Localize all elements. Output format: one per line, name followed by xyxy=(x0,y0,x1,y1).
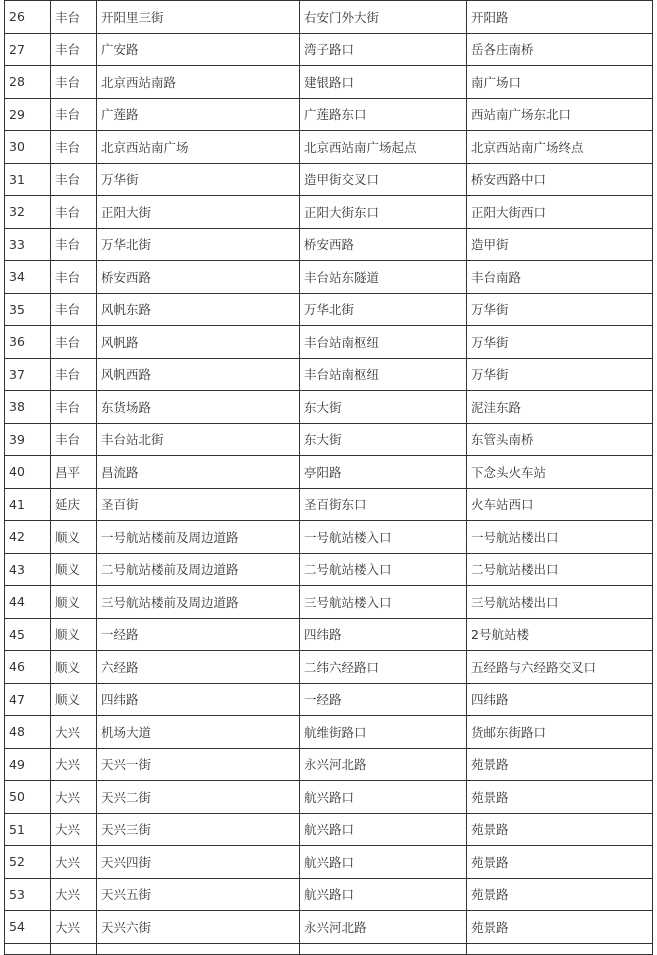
table-row xyxy=(5,846,653,879)
row-number: 44 xyxy=(5,586,51,619)
row-number: 28 xyxy=(5,66,51,99)
table-row xyxy=(5,651,653,684)
end-point-cell: 苑景路 xyxy=(467,781,653,814)
table-row xyxy=(5,456,653,489)
district-cell: 丰台 xyxy=(51,228,97,261)
row-number: 41 xyxy=(5,488,51,521)
row-number: 27 xyxy=(5,33,51,66)
end-point-cell: 西站南广场东北口 xyxy=(467,98,653,131)
row-number: 52 xyxy=(5,846,51,879)
start-point-cell: 亭阳路 xyxy=(300,456,467,489)
end-point-cell: 东管头南桥 xyxy=(467,423,653,456)
start-point-cell: 湾子路口 xyxy=(300,33,467,66)
district-cell: 顺义 xyxy=(51,651,97,684)
district-cell: 大兴 xyxy=(51,716,97,749)
row-number: 38 xyxy=(5,391,51,424)
row-number: 49 xyxy=(5,748,51,781)
end-point-cell: 五经路与六经路交叉口 xyxy=(467,651,653,684)
row-number: 42 xyxy=(5,521,51,554)
road-name-cell: 天兴五街 xyxy=(97,878,300,911)
road-name-cell: 正阳大街 xyxy=(97,196,300,229)
start-point-cell: 东大街 xyxy=(300,391,467,424)
empty-cell xyxy=(97,943,300,954)
end-point-cell: 苑景路 xyxy=(467,748,653,781)
start-point-cell: 圣百街东口 xyxy=(300,488,467,521)
road-name-cell: 广安路 xyxy=(97,33,300,66)
table-row xyxy=(5,423,653,456)
district-cell: 大兴 xyxy=(51,781,97,814)
district-cell: 延庆 xyxy=(51,488,97,521)
road-name-cell: 天兴六街 xyxy=(97,911,300,944)
row-number: 51 xyxy=(5,813,51,846)
road-name-cell: 三号航站楼前及周边道路 xyxy=(97,586,300,619)
empty-cell xyxy=(300,943,467,954)
road-name-cell: 一号航站楼前及周边道路 xyxy=(97,521,300,554)
road-name-cell: 桥安西路 xyxy=(97,261,300,294)
end-point-cell: 苑景路 xyxy=(467,878,653,911)
table-row xyxy=(5,261,653,294)
table-row xyxy=(5,488,653,521)
road-name-cell: 风帆东路 xyxy=(97,293,300,326)
district-cell: 顺义 xyxy=(51,553,97,586)
table-row xyxy=(5,618,653,651)
road-name-cell: 昌流路 xyxy=(97,456,300,489)
road-name-cell: 天兴一街 xyxy=(97,748,300,781)
start-point-cell: 建银路口 xyxy=(300,66,467,99)
row-number: 46 xyxy=(5,651,51,684)
road-name-cell: 北京西站南路 xyxy=(97,66,300,99)
district-cell: 昌平 xyxy=(51,456,97,489)
row-number: 53 xyxy=(5,878,51,911)
district-cell: 丰台 xyxy=(51,66,97,99)
row-number: 26 xyxy=(5,1,51,34)
road-name-cell: 天兴四街 xyxy=(97,846,300,879)
district-cell: 丰台 xyxy=(51,98,97,131)
end-point-cell: 造甲街 xyxy=(467,228,653,261)
start-point-cell: 航兴路口 xyxy=(300,846,467,879)
end-point-cell: 北京西站南广场终点 xyxy=(467,131,653,164)
table-row xyxy=(5,1,653,34)
start-point-cell: 右安门外大街 xyxy=(300,1,467,34)
start-point-cell: 三号航站楼入口 xyxy=(300,586,467,619)
row-number: 34 xyxy=(5,261,51,294)
district-cell: 大兴 xyxy=(51,748,97,781)
end-point-cell: 二号航站楼出口 xyxy=(467,553,653,586)
road-name-cell: 风帆西路 xyxy=(97,358,300,391)
row-number: 36 xyxy=(5,326,51,359)
district-cell: 顺义 xyxy=(51,683,97,716)
start-point-cell: 一经路 xyxy=(300,683,467,716)
row-number: 54 xyxy=(5,911,51,944)
row-number: 32 xyxy=(5,196,51,229)
road-name-cell: 机场大道 xyxy=(97,716,300,749)
table-row xyxy=(5,813,653,846)
district-cell: 丰台 xyxy=(51,33,97,66)
table-row xyxy=(5,196,653,229)
table-row xyxy=(5,326,653,359)
end-point-cell: 苑景路 xyxy=(467,813,653,846)
road-table-container xyxy=(4,0,652,955)
start-point-cell: 二号航站楼入口 xyxy=(300,553,467,586)
row-number: 37 xyxy=(5,358,51,391)
district-cell: 丰台 xyxy=(51,1,97,34)
table-row xyxy=(5,748,653,781)
road-name-cell: 风帆路 xyxy=(97,326,300,359)
start-point-cell: 北京西站南广场起点 xyxy=(300,131,467,164)
road-name-cell: 开阳里三街 xyxy=(97,1,300,34)
road-name-cell: 二号航站楼前及周边道路 xyxy=(97,553,300,586)
end-point-cell: 三号航站楼出口 xyxy=(467,586,653,619)
end-point-cell: 万华街 xyxy=(467,326,653,359)
end-point-cell: 正阳大街西口 xyxy=(467,196,653,229)
end-point-cell: 下念头火车站 xyxy=(467,456,653,489)
start-point-cell: 广莲路东口 xyxy=(300,98,467,131)
end-point-cell: 2号航站楼 xyxy=(467,618,653,651)
road-name-cell: 天兴三街 xyxy=(97,813,300,846)
table-row xyxy=(5,781,653,814)
district-cell: 丰台 xyxy=(51,261,97,294)
district-cell: 丰台 xyxy=(51,196,97,229)
row-number: 45 xyxy=(5,618,51,651)
end-point-cell: 开阳路 xyxy=(467,1,653,34)
start-point-cell: 四纬路 xyxy=(300,618,467,651)
table-row xyxy=(5,391,653,424)
start-point-cell: 航兴路口 xyxy=(300,878,467,911)
table-row xyxy=(5,131,653,164)
row-number: 30 xyxy=(5,131,51,164)
road-name-cell: 北京西站南广场 xyxy=(97,131,300,164)
road-name-cell: 六经路 xyxy=(97,651,300,684)
start-point-cell: 永兴河北路 xyxy=(300,911,467,944)
empty-cell xyxy=(5,943,51,954)
district-cell: 丰台 xyxy=(51,293,97,326)
district-cell: 大兴 xyxy=(51,911,97,944)
row-number: 48 xyxy=(5,716,51,749)
start-point-cell: 万华北街 xyxy=(300,293,467,326)
row-number: 31 xyxy=(5,163,51,196)
start-point-cell: 丰台站南枢纽 xyxy=(300,358,467,391)
district-cell: 大兴 xyxy=(51,878,97,911)
road-name-cell: 圣百街 xyxy=(97,488,300,521)
start-point-cell: 永兴河北路 xyxy=(300,748,467,781)
start-point-cell: 二纬六经路口 xyxy=(300,651,467,684)
start-point-cell: 东大街 xyxy=(300,423,467,456)
table-row xyxy=(5,911,653,944)
row-number: 39 xyxy=(5,423,51,456)
table-row xyxy=(5,33,653,66)
road-name-cell: 天兴二街 xyxy=(97,781,300,814)
start-point-cell: 丰台站南枢纽 xyxy=(300,326,467,359)
road-name-cell: 广莲路 xyxy=(97,98,300,131)
start-point-cell: 航维街路口 xyxy=(300,716,467,749)
table-row xyxy=(5,228,653,261)
start-point-cell: 丰台站东隧道 xyxy=(300,261,467,294)
table-row xyxy=(5,878,653,911)
start-point-cell: 正阳大街东口 xyxy=(300,196,467,229)
road-name-cell: 东货场路 xyxy=(97,391,300,424)
district-cell: 丰台 xyxy=(51,391,97,424)
row-number: 43 xyxy=(5,553,51,586)
table-row xyxy=(5,716,653,749)
end-point-cell: 火车站西口 xyxy=(467,488,653,521)
end-point-cell: 泥洼东路 xyxy=(467,391,653,424)
road-name-cell: 丰台站北街 xyxy=(97,423,300,456)
table-row xyxy=(5,553,653,586)
end-point-cell: 四纬路 xyxy=(467,683,653,716)
start-point-cell: 一号航站楼入口 xyxy=(300,521,467,554)
road-name-cell: 四纬路 xyxy=(97,683,300,716)
table-row xyxy=(5,521,653,554)
district-cell: 顺义 xyxy=(51,586,97,619)
road-name-cell: 一经路 xyxy=(97,618,300,651)
start-point-cell: 造甲街交叉口 xyxy=(300,163,467,196)
end-point-cell: 苑景路 xyxy=(467,911,653,944)
start-point-cell: 航兴路口 xyxy=(300,813,467,846)
empty-cell xyxy=(467,943,653,954)
road-table xyxy=(4,0,653,955)
district-cell: 丰台 xyxy=(51,131,97,164)
start-point-cell: 航兴路口 xyxy=(300,781,467,814)
row-number: 29 xyxy=(5,98,51,131)
row-number: 33 xyxy=(5,228,51,261)
district-cell: 丰台 xyxy=(51,358,97,391)
district-cell: 丰台 xyxy=(51,326,97,359)
end-point-cell: 货邮东街路口 xyxy=(467,716,653,749)
district-cell: 顺义 xyxy=(51,521,97,554)
row-number: 47 xyxy=(5,683,51,716)
table-row xyxy=(5,98,653,131)
table-body xyxy=(5,1,653,955)
district-cell: 丰台 xyxy=(51,163,97,196)
road-name-cell: 万华北街 xyxy=(97,228,300,261)
end-point-cell: 南广场口 xyxy=(467,66,653,99)
table-row xyxy=(5,293,653,326)
end-point-cell: 岳各庄南桥 xyxy=(467,33,653,66)
district-cell: 顺义 xyxy=(51,618,97,651)
end-point-cell: 桥安西路中口 xyxy=(467,163,653,196)
table-row xyxy=(5,586,653,619)
end-point-cell: 一号航站楼出口 xyxy=(467,521,653,554)
district-cell: 大兴 xyxy=(51,846,97,879)
table-row-partial xyxy=(5,943,653,954)
table-row xyxy=(5,66,653,99)
district-cell: 大兴 xyxy=(51,813,97,846)
road-name-cell: 万华街 xyxy=(97,163,300,196)
end-point-cell: 万华街 xyxy=(467,358,653,391)
district-cell: 丰台 xyxy=(51,423,97,456)
table-row xyxy=(5,683,653,716)
end-point-cell: 万华街 xyxy=(467,293,653,326)
start-point-cell: 桥安西路 xyxy=(300,228,467,261)
row-number: 35 xyxy=(5,293,51,326)
row-number: 50 xyxy=(5,781,51,814)
empty-cell xyxy=(51,943,97,954)
end-point-cell: 苑景路 xyxy=(467,846,653,879)
row-number: 40 xyxy=(5,456,51,489)
end-point-cell: 丰台南路 xyxy=(467,261,653,294)
table-row xyxy=(5,358,653,391)
table-row xyxy=(5,163,653,196)
